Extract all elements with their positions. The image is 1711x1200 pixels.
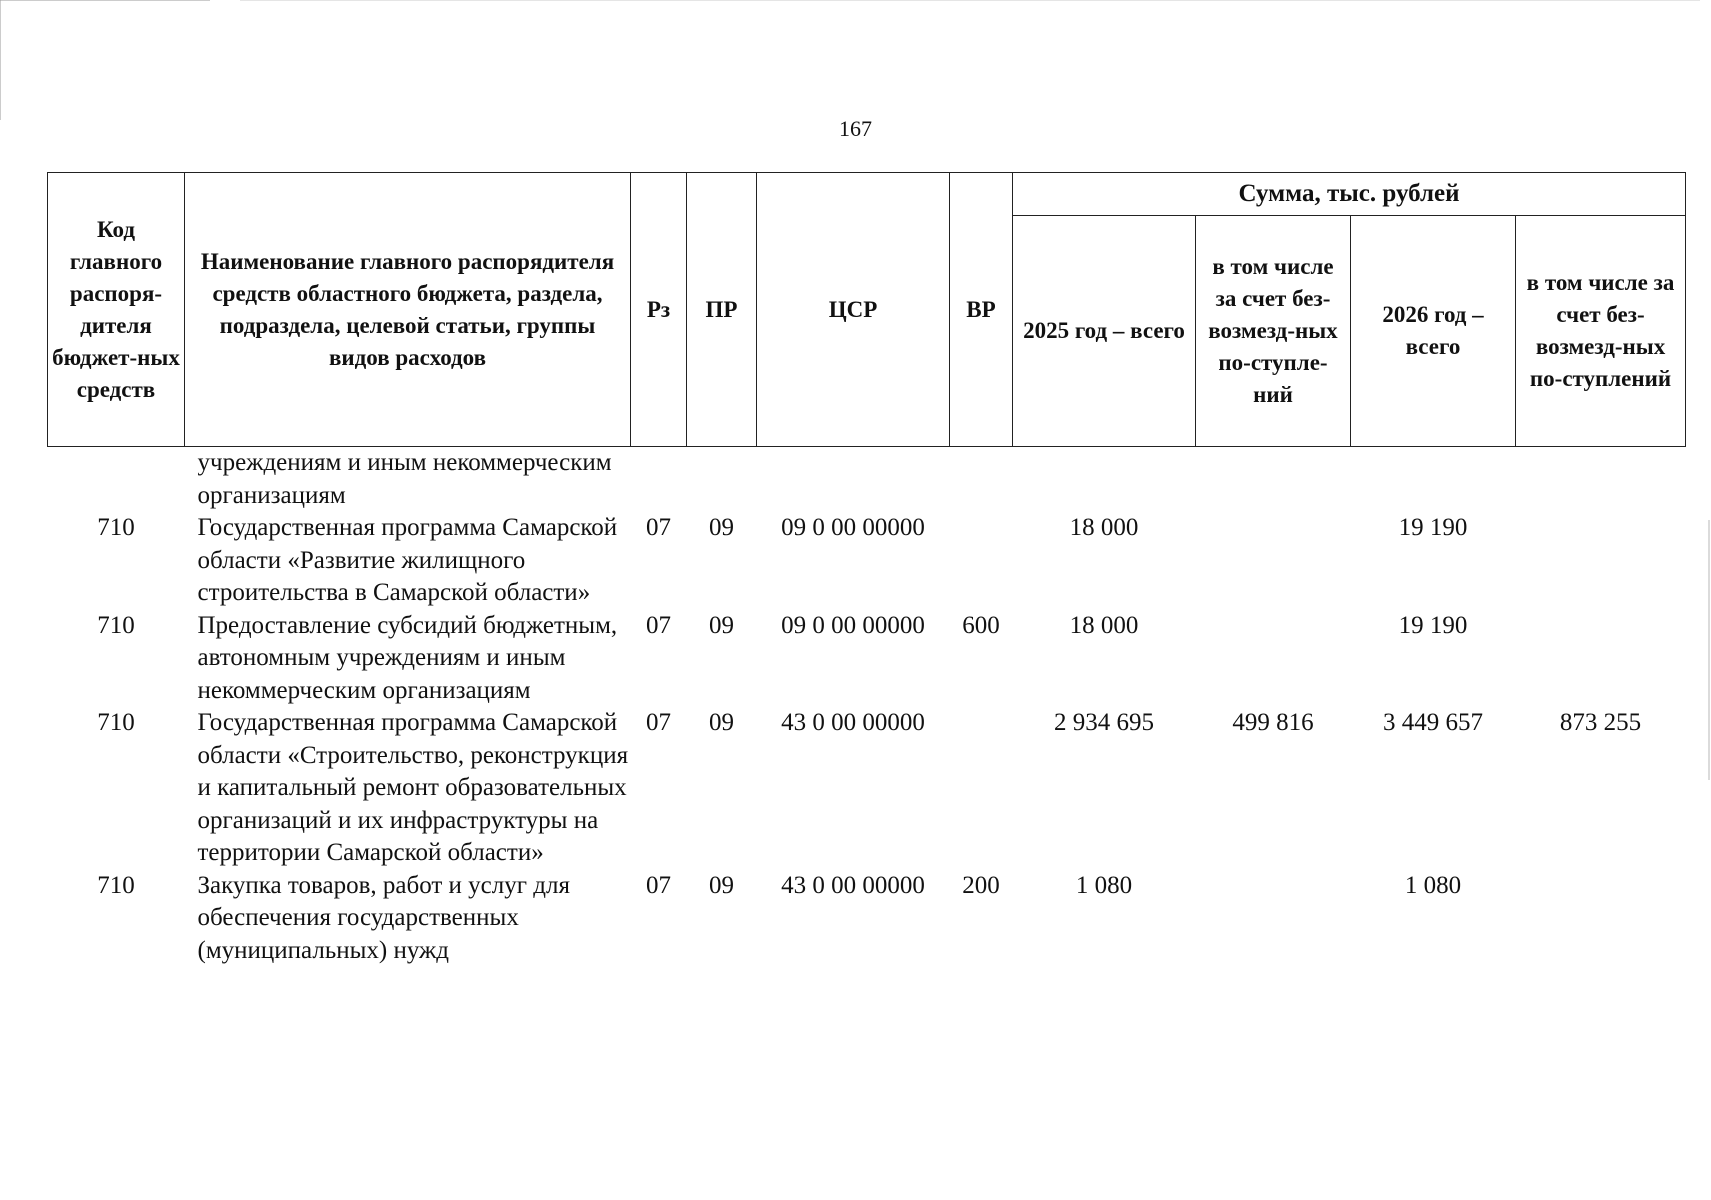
- header-vr: ВР: [950, 173, 1013, 447]
- cell-2026-total: 3 449 657: [1383, 709, 1483, 736]
- scan-edge-right: [1708, 520, 1710, 780]
- cell-2026-total: 19 190: [1398, 611, 1468, 639]
- cell-2026-free: [1516, 512, 1686, 610]
- header-pr: ПР: [687, 173, 757, 447]
- table-row: [48, 707, 1686, 870]
- cell-pr: 09: [709, 709, 734, 736]
- header-csr: ЦСР: [757, 173, 950, 447]
- cell-code: 710: [97, 514, 135, 541]
- page-number: 167: [839, 116, 872, 141]
- cell-code: 710: [97, 871, 135, 899]
- cell-2025-free: [1196, 512, 1351, 610]
- scan-edge-top: [0, 0, 210, 1]
- cell-2025-free: 499 816: [1232, 709, 1314, 736]
- cell-2025-free: [1196, 870, 1351, 968]
- cell-vr: 600: [962, 611, 1000, 639]
- cell-csr: 09 0 00 00000: [781, 611, 925, 639]
- header-name: Наименование главного распорядителя средств областного бюджета, раздела, подраздела, целевой статьи, группы видов расходов: [185, 173, 631, 447]
- table-header: [48, 173, 1686, 447]
- cell-name: Закупка товаров, работ и услуг для обеспечения государственных (муниципальных) нужд: [197, 871, 570, 964]
- cell-2026-total: 19 190: [1398, 514, 1468, 541]
- header-2025-total: 2025 год – всего: [1013, 216, 1196, 447]
- cell-pr: 09: [709, 514, 734, 541]
- cell-csr: 09 0 00 00000: [781, 514, 925, 541]
- cell-2025-free: [1196, 610, 1351, 708]
- table-row: [48, 610, 1686, 708]
- table-body: [48, 447, 1686, 968]
- cell-pr: 09: [709, 611, 734, 639]
- header-code: Код главного распоря-дителя бюджет-ных средств: [48, 173, 185, 447]
- cell-2025-total: 18 000: [1069, 611, 1139, 639]
- cell-csr: 43 0 00 00000: [781, 871, 925, 899]
- cell-name: Государственная программа Самарской области «Развитие жилищного строительства в Самарской области»: [197, 514, 618, 606]
- cell-2026-total: 1 080: [1404, 871, 1462, 899]
- header-2025-free: в том числе за счет без-возмезд-ных по-ступле-ний: [1196, 216, 1351, 447]
- cell-name: Предоставление субсидий бюджетным, автономным учреждениям и иным некоммерческим организациям: [197, 611, 618, 704]
- cell-2025-total: 1 080: [1075, 871, 1133, 899]
- cell-2026-free: [1516, 870, 1686, 968]
- continuation-row: [48, 447, 1686, 513]
- continuation-text: учреждениям и иным некоммерческим организациям: [197, 449, 612, 509]
- cell-2025-total: 2 934 695: [1054, 709, 1154, 736]
- cell-2026-free: [1516, 610, 1686, 708]
- budget-table: [47, 172, 1686, 967]
- cell-2026-free: 873 255: [1559, 709, 1642, 736]
- cell-rz: 07: [646, 709, 671, 736]
- cell-pr: 09: [709, 871, 734, 899]
- header-rz: Рз: [631, 173, 687, 447]
- cell-rz: 07: [646, 514, 671, 541]
- cell-csr: 43 0 00 00000: [781, 709, 925, 736]
- cell-code: 710: [97, 709, 135, 736]
- header-2026-free: в том числе за счет без-возмезд-ных по-ступлений: [1516, 216, 1686, 447]
- cell-code: 710: [97, 611, 135, 639]
- scan-edge-left: [0, 0, 1, 120]
- table-row: [48, 512, 1686, 610]
- cell-vr: 200: [962, 871, 1000, 899]
- header-2026-total: 2026 год – всего: [1351, 216, 1516, 447]
- scan-edge-top-right: [240, 0, 1700, 1]
- cell-rz: 07: [646, 611, 671, 639]
- table-row: [48, 870, 1686, 968]
- cell-2025-total: 18 000: [1069, 514, 1139, 541]
- cell-vr: [950, 512, 1013, 610]
- cell-name: Государственная программа Самарской области «Строительство, реконструкция и капитальный ремонт образовательных организаций и их инфраструктуры на территории Самарской области»: [197, 709, 629, 866]
- cell-vr: [950, 707, 1013, 870]
- header-sum-group: Сумма, тыс. рублей: [1013, 173, 1686, 216]
- cell-rz: 07: [646, 871, 671, 899]
